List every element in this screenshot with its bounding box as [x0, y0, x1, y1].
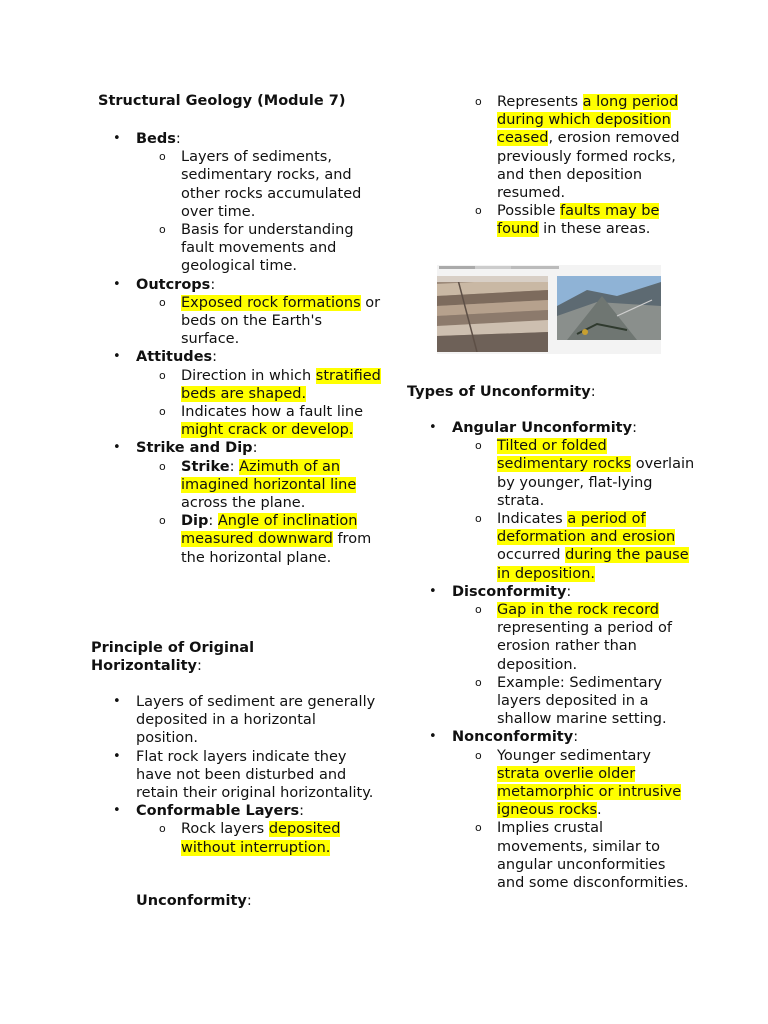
- nonconformity-item-2: o Implies crustal movements, similar to angular unconformities and some disconformities.: [407, 819, 697, 892]
- list-item-disconformity: • Disconformity: o Gap in the rock record representing a period of erosion rather than deposition. o Example: Sedimentary layers deposited in a shallow marine setting.: [407, 583, 697, 729]
- page-title: Structural Geology (Module 7): [98, 93, 346, 109]
- list-item-angular: • Angular Unconformity: o Tilted or folded sedimentary rocks overlain by younger, flat-lying strata. o Indicates a period of deformation and erosion occurred during the pause in deposition.: [407, 419, 697, 583]
- angular-item-2: o Indicates a period of deformation and erosion occurred during the pause in deposition.: [407, 510, 697, 583]
- unconformity-item-1: o Represents a long period during which deposition ceased, erosion removed previously formed rocks, and then deposition resumed.: [407, 93, 687, 202]
- left-column: [91, 130, 381, 567]
- disconformity-item-2: o Example: Sedimentary layers deposited in a shallow marine setting.: [407, 674, 697, 729]
- strike-item: o Strike: Azimuth of an imagined horizontal line across the plane.: [91, 458, 381, 513]
- attitudes-item-1: o Direction in which stratified beds are shaped.: [91, 367, 381, 403]
- disconformity-item-1: o Gap in the rock record representing a period of erosion rather than deposition.: [407, 601, 697, 674]
- list-item-attitudes: • Attitudes: o Direction in which stratified beds are shaped. o Indicates how a fault line might crack or develop.: [91, 348, 381, 439]
- horizontality-item-1: • Layers of sediment are generally deposited in a horizontal position.: [91, 693, 381, 748]
- layered-rock-photo: [437, 276, 548, 352]
- list-item-beds: • Beds: o Layers of sediments, sedimentary rocks, and other rocks accumulated over time. o Basis for understanding fault movements and geological time.: [91, 130, 381, 276]
- unconformity-outcrop-photo: [557, 276, 661, 340]
- beds-item-1: o Layers of sediments, sedimentary rocks, and other rocks accumulated over time.: [91, 148, 381, 221]
- list-item-nonconformity: • Nonconformity: o Younger sedimentary strata overlie older metamorphic or intrusive igneous rocks. o Implies crustal movements, similar to angular unconformities and some disconformities.: [407, 728, 697, 892]
- unconformity-term: Unconformity:: [136, 893, 252, 909]
- angular-item-1: o Tilted or folded sedimentary rocks overlain by younger, flat-lying strata.: [407, 437, 697, 510]
- outcrops-item-1: o Exposed rock formations or beds on the Earth's surface.: [91, 294, 381, 349]
- horizontality-list: [91, 693, 381, 857]
- heading-original-horizontality: Principle of Original Horizontality:: [91, 640, 255, 675]
- list-item-conformable: • Conformable Layers: o Rock layers deposited without interruption.: [91, 802, 381, 857]
- list-item-outcrops: • Outcrops: o Exposed rock formations or beds on the Earth's surface.: [91, 276, 381, 349]
- unconformity-item-2: o Possible faults may be found in these areas.: [407, 202, 687, 238]
- list-item-strike-dip: • Strike and Dip: o Strike: Azimuth of an imagined horizontal line across the plane. o Dip: Angle of inclination measured downward from the horizontal plane.: [91, 439, 381, 566]
- dip-item: o Dip: Angle of inclination measured downward from the horizontal plane.: [91, 512, 381, 567]
- horizontality-item-2: • Flat rock layers indicate they have not been disturbed and retain their original horizontality.: [91, 748, 381, 803]
- attitudes-item-2: o Indicates how a fault line might crack or develop.: [91, 403, 381, 439]
- unconformity-figure: [437, 265, 661, 354]
- figure-caption-strip: [439, 266, 559, 269]
- unconformity-list: [407, 93, 687, 239]
- heading-types-of-unconformity: Types of Unconformity:: [407, 384, 596, 400]
- beds-item-2: o Basis for understanding fault movements and geological time.: [91, 221, 381, 276]
- types-list: [407, 419, 697, 892]
- conformable-item-1: o Rock layers deposited without interruption.: [91, 820, 381, 856]
- nonconformity-item-1: o Younger sedimentary strata overlie older metamorphic or intrusive igneous rocks.: [407, 747, 697, 820]
